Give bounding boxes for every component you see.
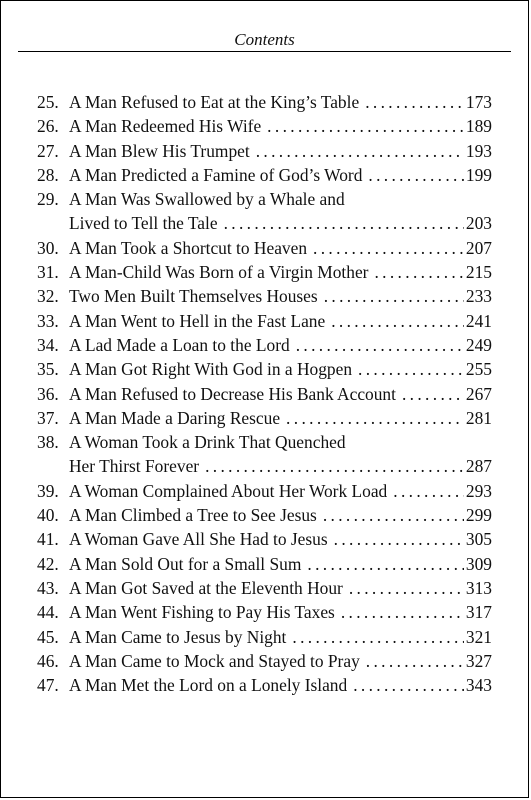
- entry-number: 33.: [37, 310, 59, 331]
- dot-leader: [286, 406, 464, 430]
- dot-leader: [349, 576, 464, 600]
- toc-line: [37, 600, 492, 624]
- entry-title: Lived to Tell the Tale: [69, 213, 218, 234]
- dot-leader: [366, 649, 464, 673]
- page-number: 203: [465, 213, 492, 234]
- dot-leader: [256, 139, 464, 163]
- page-number: 309: [465, 553, 492, 574]
- toc-line: [37, 309, 492, 333]
- toc-line: [37, 90, 492, 114]
- entry-number: 26.: [37, 116, 59, 137]
- toc-entry: [37, 187, 492, 236]
- entry-title: A Man Came to Jesus by Night: [69, 626, 287, 647]
- toc-entry: [37, 527, 492, 551]
- toc-entry: [37, 382, 492, 406]
- page-number: 317: [465, 602, 492, 623]
- entry-number: 28.: [37, 164, 59, 185]
- page-number: 343: [465, 675, 492, 696]
- toc-entry: [37, 114, 492, 138]
- entry-number: 38.: [37, 432, 59, 453]
- toc-line: [37, 576, 492, 600]
- entry-title: A Man Sold Out for a Small Sum: [69, 553, 302, 574]
- entry-number: 35.: [37, 359, 59, 380]
- page-number: 267: [465, 383, 492, 404]
- toc-entry: [37, 576, 492, 600]
- dot-leader: [224, 211, 464, 235]
- entry-title: A Man Refused to Eat at the King’s Table: [69, 92, 360, 112]
- toc-line: [37, 114, 492, 138]
- running-header: Contents: [234, 30, 295, 49]
- entry-number: 37.: [37, 407, 59, 428]
- dot-leader: [393, 479, 464, 503]
- toc-line: [37, 649, 492, 673]
- dot-leader: [334, 527, 464, 551]
- toc-entry: [37, 406, 492, 430]
- entry-number: 41.: [37, 529, 59, 550]
- entry-title: A Woman Took a Drink That Quenched: [69, 432, 346, 453]
- page-number: 299: [465, 505, 492, 526]
- dot-leader: [365, 90, 464, 114]
- toc-entry: [37, 673, 492, 697]
- toc-line: [37, 382, 492, 406]
- entry-number: 46.: [37, 650, 59, 671]
- entry-title: A Woman Gave All She Had to Jesus: [69, 529, 328, 550]
- entry-number: 30.: [37, 237, 59, 258]
- toc-line: [37, 260, 492, 284]
- toc-entry: [37, 430, 492, 479]
- toc-line: [37, 139, 492, 163]
- page-number: 281: [465, 407, 492, 428]
- toc-entry: [37, 625, 492, 649]
- toc-entry: [37, 236, 492, 260]
- page-number: 199: [465, 164, 492, 185]
- toc-line: [37, 673, 492, 697]
- toc-line: [37, 503, 492, 527]
- entry-title: Two Men Built Themselves Houses: [69, 286, 318, 307]
- dot-leader: [292, 625, 464, 649]
- page-number: 249: [465, 334, 492, 355]
- entry-title: A Man Climbed a Tree to See Jesus: [69, 505, 317, 526]
- entry-title: A Man Got Saved at the Eleventh Hour: [69, 577, 343, 598]
- header-rule: [18, 51, 511, 52]
- page-number: 207: [465, 237, 492, 258]
- toc-line: [37, 357, 492, 381]
- toc-line: [37, 333, 492, 357]
- entry-number: 34.: [37, 334, 59, 355]
- entry-number: 32.: [37, 286, 59, 307]
- toc-line: [37, 236, 492, 260]
- page-number: 215: [465, 262, 492, 283]
- dot-leader: [296, 333, 464, 357]
- entry-number: 39.: [37, 480, 59, 501]
- entry-number: 29.: [37, 189, 59, 210]
- dot-leader: [358, 357, 464, 381]
- toc-line: [37, 625, 492, 649]
- entry-title: A Man Came to Mock and Stayed to Pray: [69, 650, 360, 671]
- page-number: 241: [465, 310, 492, 331]
- entry-number: 31.: [37, 262, 59, 283]
- toc-line: [37, 187, 492, 211]
- entry-title: A Man-Child Was Born of a Virgin Mother: [69, 262, 369, 283]
- toc-entry: [37, 309, 492, 333]
- entry-title: A Man Made a Daring Rescue: [69, 407, 281, 428]
- toc-line: [37, 454, 492, 478]
- table-of-contents: [37, 90, 492, 697]
- entry-title: A Man Refused to Decrease His Bank Account: [69, 383, 396, 404]
- page-number: 305: [465, 529, 492, 550]
- entry-title: A Lad Made a Loan to the Lord: [69, 334, 290, 355]
- dot-leader: [368, 163, 464, 187]
- toc-entry: [37, 600, 492, 624]
- dot-leader: [341, 600, 464, 624]
- dot-leader: [323, 503, 464, 527]
- toc-line: [37, 527, 492, 551]
- page-number: 189: [465, 116, 492, 137]
- toc-line: [37, 430, 492, 454]
- entry-number: 44.: [37, 602, 59, 623]
- toc-entry: [37, 503, 492, 527]
- entry-number: 25.: [37, 92, 59, 112]
- entry-title: A Woman Complained About Her Work Load: [69, 480, 388, 501]
- toc-line: [37, 479, 492, 503]
- toc-line: [37, 284, 492, 308]
- dot-leader: [353, 673, 464, 697]
- toc-entry: [37, 649, 492, 673]
- entry-title: A Man Took a Shortcut to Heaven: [69, 237, 308, 258]
- dot-leader: [307, 552, 464, 576]
- toc-entry: [37, 552, 492, 576]
- entry-title: A Man Went Fishing to Pay His Taxes: [69, 602, 335, 623]
- entry-number: 45.: [37, 626, 59, 647]
- page-number: 255: [465, 359, 492, 380]
- page-number: 287: [465, 456, 492, 477]
- entry-title: A Man Was Swallowed by a Whale and: [69, 189, 345, 210]
- dot-leader: [374, 260, 463, 284]
- dot-leader: [313, 236, 464, 260]
- page-number: 293: [465, 480, 492, 501]
- page-number: 327: [465, 650, 492, 671]
- entry-number: 27.: [37, 140, 59, 161]
- entry-title: A Man Blew His Trumpet: [69, 140, 250, 161]
- toc-line: [37, 552, 492, 576]
- toc-line: [37, 406, 492, 430]
- entry-title: A Man Predicted a Famine of God’s Word: [69, 164, 363, 185]
- toc-entry: [37, 90, 492, 114]
- entry-number: 36.: [37, 383, 59, 404]
- page-number: 193: [465, 140, 492, 161]
- toc-line: [37, 163, 492, 187]
- toc-entry: [37, 260, 492, 284]
- toc-entry: [37, 479, 492, 503]
- page-number: 321: [465, 626, 492, 647]
- toc-line: [37, 211, 492, 235]
- dot-leader: [267, 114, 464, 138]
- entry-title: Her Thirst Forever: [69, 456, 200, 477]
- dot-leader: [402, 382, 464, 406]
- dot-leader: [331, 309, 464, 333]
- entry-title: A Man Met the Lord on a Lonely Island: [69, 675, 348, 696]
- toc-entry: [37, 163, 492, 187]
- entry-number: 42.: [37, 553, 59, 574]
- toc-entry: [37, 284, 492, 308]
- toc-entry: [37, 333, 492, 357]
- entry-title: A Man Went to Hell in the Fast Lane: [69, 310, 326, 331]
- dot-leader: [205, 454, 464, 478]
- entry-title: A Man Redeemed His Wife: [69, 116, 262, 137]
- toc-entry: [37, 357, 492, 381]
- entry-number: 40.: [37, 505, 59, 526]
- dot-leader: [324, 284, 464, 308]
- page-number: 173: [465, 92, 492, 112]
- entry-number: 47.: [37, 675, 59, 696]
- page-number: 313: [465, 577, 492, 598]
- entry-title: A Man Got Right With God in a Hogpen: [69, 359, 353, 380]
- entry-number: 43.: [37, 577, 59, 598]
- toc-entry: [37, 139, 492, 163]
- page-number: 233: [465, 286, 492, 307]
